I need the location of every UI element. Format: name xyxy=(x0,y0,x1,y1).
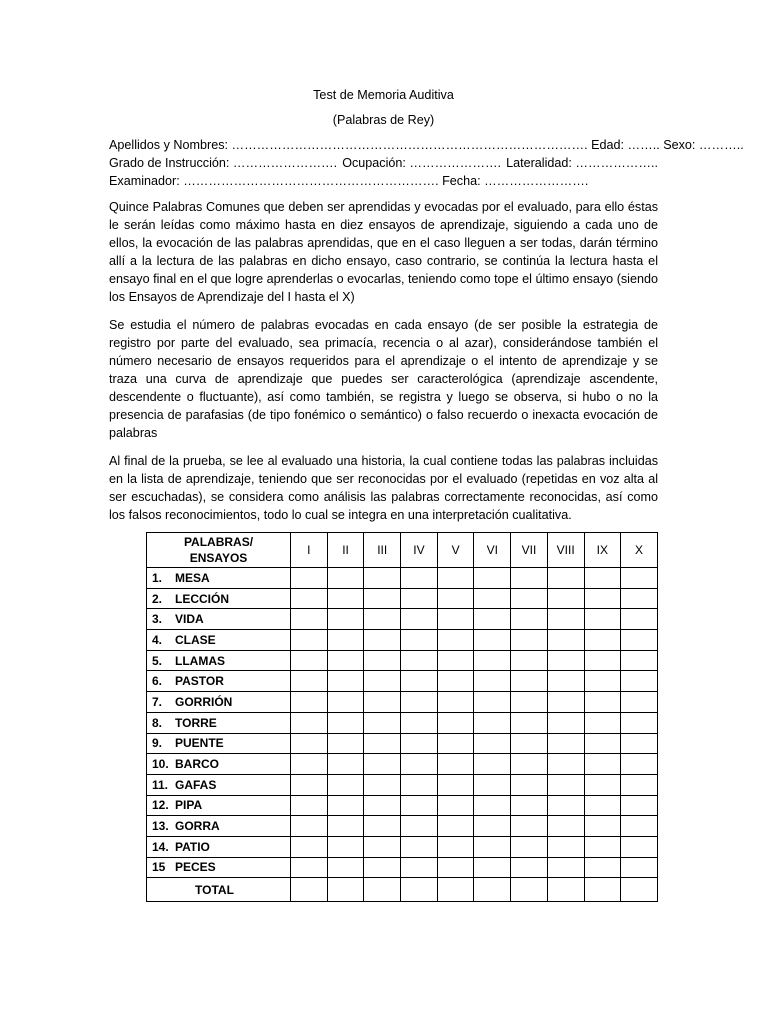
table-row xyxy=(147,609,658,630)
score-cell[interactable] xyxy=(401,568,438,589)
score-cell[interactable] xyxy=(401,816,438,837)
table-row xyxy=(147,692,658,713)
score-cell[interactable] xyxy=(327,857,364,878)
score-cell[interactable] xyxy=(364,568,401,589)
score-cell[interactable] xyxy=(621,630,658,651)
score-cell[interactable] xyxy=(511,733,548,754)
total-cell[interactable] xyxy=(401,878,438,902)
table-row xyxy=(147,774,658,795)
word-label: GORRIÓN xyxy=(175,694,233,709)
score-cell[interactable] xyxy=(364,630,401,651)
score-cell[interactable] xyxy=(327,712,364,733)
score-cell[interactable] xyxy=(401,733,438,754)
header-trial-9: IX xyxy=(584,533,621,568)
score-cell[interactable] xyxy=(364,650,401,671)
score-cell[interactable] xyxy=(547,733,584,754)
total-cell[interactable] xyxy=(437,878,474,902)
word-number: 1. xyxy=(152,570,163,585)
score-cell[interactable] xyxy=(547,774,584,795)
score-cell[interactable] xyxy=(474,671,511,692)
score-cell[interactable] xyxy=(401,588,438,609)
word-label: LECCIÓN xyxy=(175,591,229,606)
score-cell[interactable] xyxy=(364,712,401,733)
header-trial-4: IV xyxy=(401,533,438,568)
field-education: Grado de Instrucción: ……………………. xyxy=(109,156,338,170)
field-occupation: Ocupación: …………………. xyxy=(342,156,502,170)
score-cell[interactable] xyxy=(291,795,328,816)
score-cell[interactable] xyxy=(474,754,511,775)
score-cell[interactable] xyxy=(584,692,621,713)
header-words-label: PALABRAS/ xyxy=(183,535,254,549)
score-cell[interactable] xyxy=(291,816,328,837)
score-cell[interactable] xyxy=(401,836,438,857)
score-cell[interactable] xyxy=(401,857,438,878)
word-label: BARCO xyxy=(175,757,219,772)
table-row xyxy=(147,588,658,609)
score-cell[interactable] xyxy=(437,588,474,609)
score-cell[interactable] xyxy=(401,795,438,816)
score-cell[interactable] xyxy=(327,692,364,713)
word-label: TORRE xyxy=(175,715,217,730)
score-cell[interactable] xyxy=(437,754,474,775)
score-cell[interactable] xyxy=(364,733,401,754)
word-number: 13. xyxy=(152,819,169,834)
score-cell[interactable] xyxy=(327,609,364,630)
score-cell[interactable] xyxy=(511,774,548,795)
score-cell[interactable] xyxy=(547,568,584,589)
table-row xyxy=(147,712,658,733)
word-label: GAFAS xyxy=(175,777,217,792)
score-cell[interactable] xyxy=(291,712,328,733)
table-row xyxy=(147,857,658,878)
word-number: 15 xyxy=(152,860,166,875)
total-row xyxy=(147,878,658,902)
score-cell[interactable] xyxy=(291,857,328,878)
total-cell[interactable] xyxy=(364,878,401,902)
form-fields xyxy=(109,136,744,190)
score-cell[interactable] xyxy=(327,754,364,775)
score-cell[interactable] xyxy=(547,588,584,609)
table-row xyxy=(147,836,658,857)
score-cell[interactable] xyxy=(437,568,474,589)
score-cell[interactable] xyxy=(401,692,438,713)
score-cell[interactable] xyxy=(547,795,584,816)
score-cell[interactable] xyxy=(327,588,364,609)
word-label: PECES xyxy=(175,860,216,875)
score-cell[interactable] xyxy=(584,774,621,795)
score-cell[interactable] xyxy=(437,671,474,692)
score-cell[interactable] xyxy=(437,836,474,857)
score-cell[interactable] xyxy=(584,650,621,671)
table-row xyxy=(147,630,658,651)
score-cell[interactable] xyxy=(437,630,474,651)
score-cell[interactable] xyxy=(291,568,328,589)
score-cell[interactable] xyxy=(401,671,438,692)
table-row xyxy=(147,568,658,589)
table-header-row xyxy=(147,533,658,568)
table-row xyxy=(147,671,658,692)
word-number: 12. xyxy=(152,798,169,813)
paragraph-instructions: Quince Palabras Comunes que deben ser aprendidas y evocadas por el evaluado, para ello éstas le serán leídas como máximo hasta en diez ensayos de aprendizaje, siguiendo a cada uno de ellos, la evocación de las palabras aprendidas, que en el caso lleguen a ser todas, darán término allí a la lectura de las palabras en dicho ensayo, caso contrario, se continúa la lectura hasta el ensayo final en el que logre aprenderlas o evocarlas, teniendo como tope el último ensayo (siendo los Ensayos de Aprendizaje del I hasta el X) xyxy=(109,200,658,304)
score-cell[interactable] xyxy=(364,774,401,795)
score-cell[interactable] xyxy=(401,630,438,651)
score-cell[interactable] xyxy=(291,609,328,630)
score-cell[interactable] xyxy=(584,795,621,816)
score-cell[interactable] xyxy=(474,836,511,857)
score-cell[interactable] xyxy=(584,630,621,651)
total-cell[interactable] xyxy=(327,878,364,902)
header-trials-label: ENSAYOS xyxy=(189,551,248,565)
score-cell[interactable] xyxy=(621,836,658,857)
score-cell[interactable] xyxy=(621,857,658,878)
score-cell[interactable] xyxy=(327,630,364,651)
score-cell[interactable] xyxy=(474,630,511,651)
word-label: CLASE xyxy=(175,632,216,647)
score-cell[interactable] xyxy=(511,712,548,733)
score-cell[interactable] xyxy=(511,588,548,609)
word-label: PUENTE xyxy=(175,736,224,751)
score-cell[interactable] xyxy=(327,816,364,837)
word-cell xyxy=(147,630,291,651)
score-cell[interactable] xyxy=(291,733,328,754)
score-cell[interactable] xyxy=(291,836,328,857)
score-cell[interactable] xyxy=(584,609,621,630)
score-cell[interactable] xyxy=(511,857,548,878)
score-cell[interactable] xyxy=(584,568,621,589)
word-cell xyxy=(147,733,291,754)
score-cell[interactable] xyxy=(621,774,658,795)
word-cell xyxy=(147,754,291,775)
score-cell[interactable] xyxy=(474,733,511,754)
score-cell[interactable] xyxy=(547,816,584,837)
score-cell[interactable] xyxy=(327,671,364,692)
score-cell[interactable] xyxy=(364,754,401,775)
score-cell[interactable] xyxy=(474,588,511,609)
score-cell[interactable] xyxy=(474,816,511,837)
score-cell[interactable] xyxy=(437,609,474,630)
table-row xyxy=(147,816,658,837)
word-number: 4. xyxy=(152,632,163,647)
total-cell[interactable] xyxy=(584,878,621,902)
word-cell xyxy=(147,795,291,816)
score-cell[interactable] xyxy=(437,774,474,795)
score-cell[interactable] xyxy=(584,754,621,775)
word-label: MESA xyxy=(175,570,210,585)
score-cell[interactable] xyxy=(547,836,584,857)
score-cell[interactable] xyxy=(437,857,474,878)
score-cell[interactable] xyxy=(547,692,584,713)
score-cell[interactable] xyxy=(547,712,584,733)
word-number: 7. xyxy=(152,694,163,709)
paragraph-recognition: Al final de la prueba, se lee al evaluado una historia, la cual contiene todas las palabras incluidas en la lista de aprendizaje, teniendo que ser reconocidas por el evaluado (repetidas en voz alta al ser escuchadas), se considera como análisis las palabras correctamente reconocidas, así como los falsos reconocimientos, todo lo cual se integra en una interpretación cualitativa. xyxy=(109,454,658,522)
header-words-trials xyxy=(147,533,291,568)
score-cell[interactable] xyxy=(364,671,401,692)
word-cell xyxy=(147,712,291,733)
word-label: PASTOR xyxy=(175,674,224,689)
word-number: 2. xyxy=(152,591,163,606)
table-row xyxy=(147,650,658,671)
word-cell xyxy=(147,816,291,837)
word-number: 14. xyxy=(152,839,169,854)
header-trial-7: VII xyxy=(511,533,548,568)
score-cell[interactable] xyxy=(621,816,658,837)
score-cell[interactable] xyxy=(437,692,474,713)
score-cell[interactable] xyxy=(364,795,401,816)
word-cell xyxy=(147,857,291,878)
score-cell[interactable] xyxy=(291,630,328,651)
score-cell[interactable] xyxy=(511,568,548,589)
table-row xyxy=(147,733,658,754)
score-cell[interactable] xyxy=(474,774,511,795)
total-cell[interactable] xyxy=(511,878,548,902)
word-number: 8. xyxy=(152,715,163,730)
word-number: 11. xyxy=(152,777,169,792)
score-cell[interactable] xyxy=(511,650,548,671)
table-row xyxy=(147,754,658,775)
score-cell[interactable] xyxy=(364,588,401,609)
header-trial-8: VIII xyxy=(547,533,584,568)
score-cell[interactable] xyxy=(327,650,364,671)
score-cell[interactable] xyxy=(511,609,548,630)
score-cell[interactable] xyxy=(364,857,401,878)
total-cell[interactable] xyxy=(621,878,658,902)
score-cell[interactable] xyxy=(327,836,364,857)
header-trial-5: V xyxy=(437,533,474,568)
recall-table xyxy=(146,532,658,902)
score-cell[interactable] xyxy=(621,712,658,733)
score-cell[interactable] xyxy=(474,857,511,878)
score-cell[interactable] xyxy=(474,609,511,630)
score-cell[interactable] xyxy=(584,712,621,733)
score-cell[interactable] xyxy=(474,795,511,816)
score-cell[interactable] xyxy=(401,712,438,733)
score-cell[interactable] xyxy=(621,733,658,754)
word-label: VIDA xyxy=(175,612,204,627)
field-name-age-sex: Apellidos y Nombres: …………………………………………………………………………. Edad: …….. Sexo: ……….. xyxy=(109,138,744,152)
score-cell[interactable] xyxy=(401,774,438,795)
score-cell[interactable] xyxy=(547,609,584,630)
word-label: LLAMAS xyxy=(175,653,225,668)
score-cell[interactable] xyxy=(291,754,328,775)
header-trial-10: X xyxy=(621,533,658,568)
total-cell[interactable] xyxy=(547,878,584,902)
total-cell[interactable] xyxy=(474,878,511,902)
paragraph-analysis: Se estudia el número de palabras evocadas en cada ensayo (de ser posible la estrategia de registro por parte del evaluado, sea primacía, recencia o al azar), considerándose también el número necesario de ensayos requeridos para el aprendizaje o el intento de aprendizaje y se traza una curva de aprendizaje que puedes ser caracterológica (aprendizaje ascendente, descendente o fluctuante), así como también, se registra y luego se observa, si hubo o no la presencia de parafasias (de tipo fonémico o semántico) o falso recuerdo o inexacta evocación de palabras xyxy=(109,318,658,440)
score-cell[interactable] xyxy=(511,816,548,837)
document-title: Test de Memoria Auditiva xyxy=(313,88,454,102)
word-cell xyxy=(147,692,291,713)
score-cell[interactable] xyxy=(584,733,621,754)
word-number: 9. xyxy=(152,736,163,751)
word-number: 10. xyxy=(152,757,169,772)
score-cell[interactable] xyxy=(621,754,658,775)
score-cell[interactable] xyxy=(291,671,328,692)
score-cell[interactable] xyxy=(291,588,328,609)
header-trial-1: I xyxy=(291,533,328,568)
score-cell[interactable] xyxy=(621,609,658,630)
header-trial-3: III xyxy=(364,533,401,568)
score-cell[interactable] xyxy=(621,568,658,589)
score-cell[interactable] xyxy=(584,857,621,878)
score-cell[interactable] xyxy=(584,588,621,609)
score-cell[interactable] xyxy=(621,795,658,816)
word-cell xyxy=(147,588,291,609)
score-cell[interactable] xyxy=(437,650,474,671)
score-cell[interactable] xyxy=(364,609,401,630)
score-cell[interactable] xyxy=(511,692,548,713)
score-cell[interactable] xyxy=(474,712,511,733)
score-cell[interactable] xyxy=(364,816,401,837)
word-number: 5. xyxy=(152,653,163,668)
score-cell[interactable] xyxy=(437,733,474,754)
score-cell[interactable] xyxy=(511,671,548,692)
score-cell[interactable] xyxy=(547,754,584,775)
score-cell[interactable] xyxy=(327,795,364,816)
score-cell[interactable] xyxy=(401,754,438,775)
score-cell[interactable] xyxy=(511,836,548,857)
total-label: TOTAL xyxy=(147,878,291,902)
word-cell xyxy=(147,836,291,857)
field-row-education xyxy=(109,154,658,172)
header-trial-6: VI xyxy=(474,533,511,568)
word-cell xyxy=(147,568,291,589)
score-cell[interactable] xyxy=(547,650,584,671)
word-cell xyxy=(147,774,291,795)
score-cell[interactable] xyxy=(401,650,438,671)
score-cell[interactable] xyxy=(584,836,621,857)
document-subtitle: (Palabras de Rey) xyxy=(332,113,435,127)
score-cell[interactable] xyxy=(547,671,584,692)
word-cell xyxy=(147,650,291,671)
word-number: 6. xyxy=(152,674,163,689)
score-cell[interactable] xyxy=(364,836,401,857)
table-row xyxy=(147,795,658,816)
field-examiner-date: Examinador: ……………………………………………………. Fecha: ……………………. xyxy=(109,174,589,188)
score-cell[interactable] xyxy=(547,857,584,878)
score-cell[interactable] xyxy=(291,692,328,713)
score-cell[interactable] xyxy=(474,692,511,713)
score-cell[interactable] xyxy=(327,774,364,795)
score-cell[interactable] xyxy=(511,795,548,816)
score-cell[interactable] xyxy=(474,650,511,671)
score-cell[interactable] xyxy=(401,609,438,630)
score-cell[interactable] xyxy=(621,671,658,692)
table-body xyxy=(147,568,658,902)
score-cell[interactable] xyxy=(511,630,548,651)
score-cell[interactable] xyxy=(584,816,621,837)
score-cell[interactable] xyxy=(547,630,584,651)
score-cell[interactable] xyxy=(437,816,474,837)
word-label: PIPA xyxy=(175,798,203,813)
score-cell[interactable] xyxy=(511,754,548,775)
score-cell[interactable] xyxy=(584,671,621,692)
header-trial-2: II xyxy=(327,533,364,568)
word-cell xyxy=(147,671,291,692)
total-cell[interactable] xyxy=(291,878,328,902)
score-cell[interactable] xyxy=(327,733,364,754)
word-number: 3. xyxy=(152,612,163,627)
word-label: GORRA xyxy=(175,819,220,834)
score-cell[interactable] xyxy=(291,774,328,795)
score-cell[interactable] xyxy=(621,692,658,713)
score-cell[interactable] xyxy=(437,712,474,733)
word-label: PATIO xyxy=(175,839,210,854)
word-cell xyxy=(147,609,291,630)
score-cell[interactable] xyxy=(291,650,328,671)
score-cell[interactable] xyxy=(474,568,511,589)
score-cell[interactable] xyxy=(364,692,401,713)
score-cell[interactable] xyxy=(327,568,364,589)
field-laterality: Lateralidad: ……………….. xyxy=(506,156,658,170)
score-cell[interactable] xyxy=(437,795,474,816)
score-cell[interactable] xyxy=(621,588,658,609)
document-page xyxy=(109,86,744,524)
score-cell[interactable] xyxy=(621,650,658,671)
